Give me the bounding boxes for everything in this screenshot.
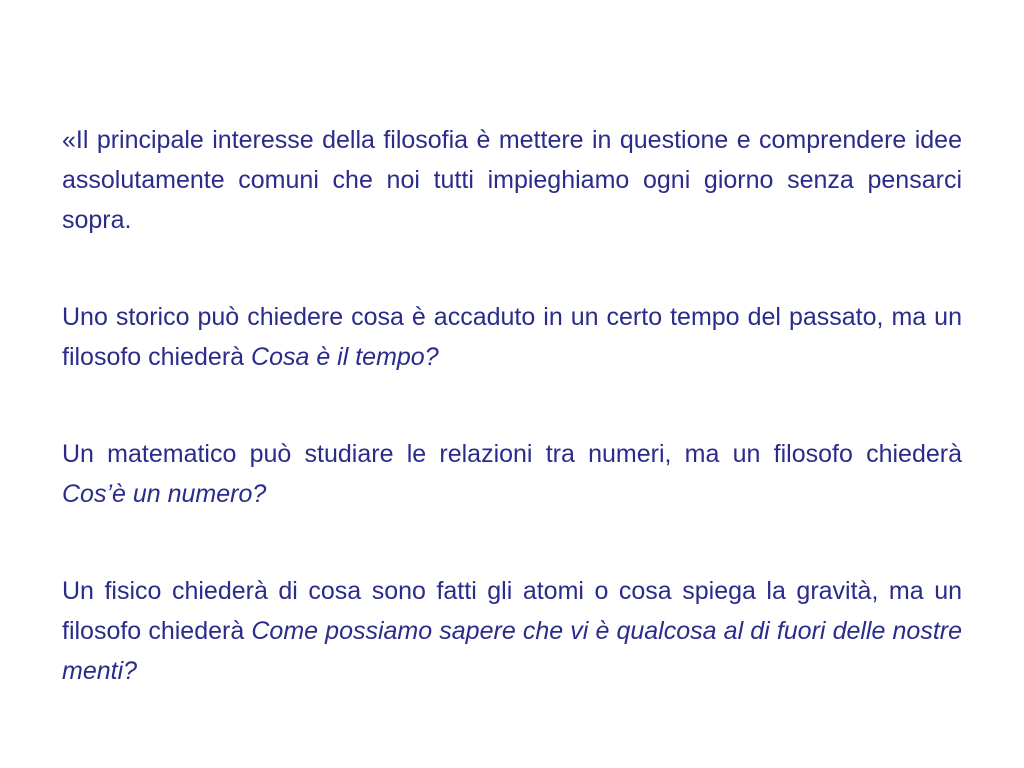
- paragraph-text: Uno storico può chiedere cosa è accaduto in un certo tempo del passato, ma un filosofo chiederà: [62, 303, 962, 371]
- paragraph-physicist: [62, 571, 962, 691]
- paragraph-text: «Il principale interesse della filosofia è mettere in questione e comprendere idee assolutamente comuni che noi tutti impieghiamo ogni giorno senza pensarci sopra.: [62, 126, 962, 234]
- paragraph-text: Un matematico può studiare le relazioni tra numeri, ma un filosofo chiederà: [62, 440, 962, 468]
- paragraph-philosophy-interest: [62, 120, 962, 240]
- philosopher-question: Come possiamo sapere che vi è qualcosa al di fuori delle nostre menti?: [62, 617, 962, 685]
- paragraph-mathematician: [62, 434, 962, 514]
- philosopher-question: Cosa è il tempo?: [251, 343, 439, 371]
- philosopher-question: Cos’è un numero?: [62, 480, 267, 508]
- paragraph-historian: [62, 297, 962, 377]
- paragraph-text: Un fisico chiederà di cosa sono fatti gli atomi o cosa spiega la gravità, ma un filosofo chiederà: [62, 577, 962, 645]
